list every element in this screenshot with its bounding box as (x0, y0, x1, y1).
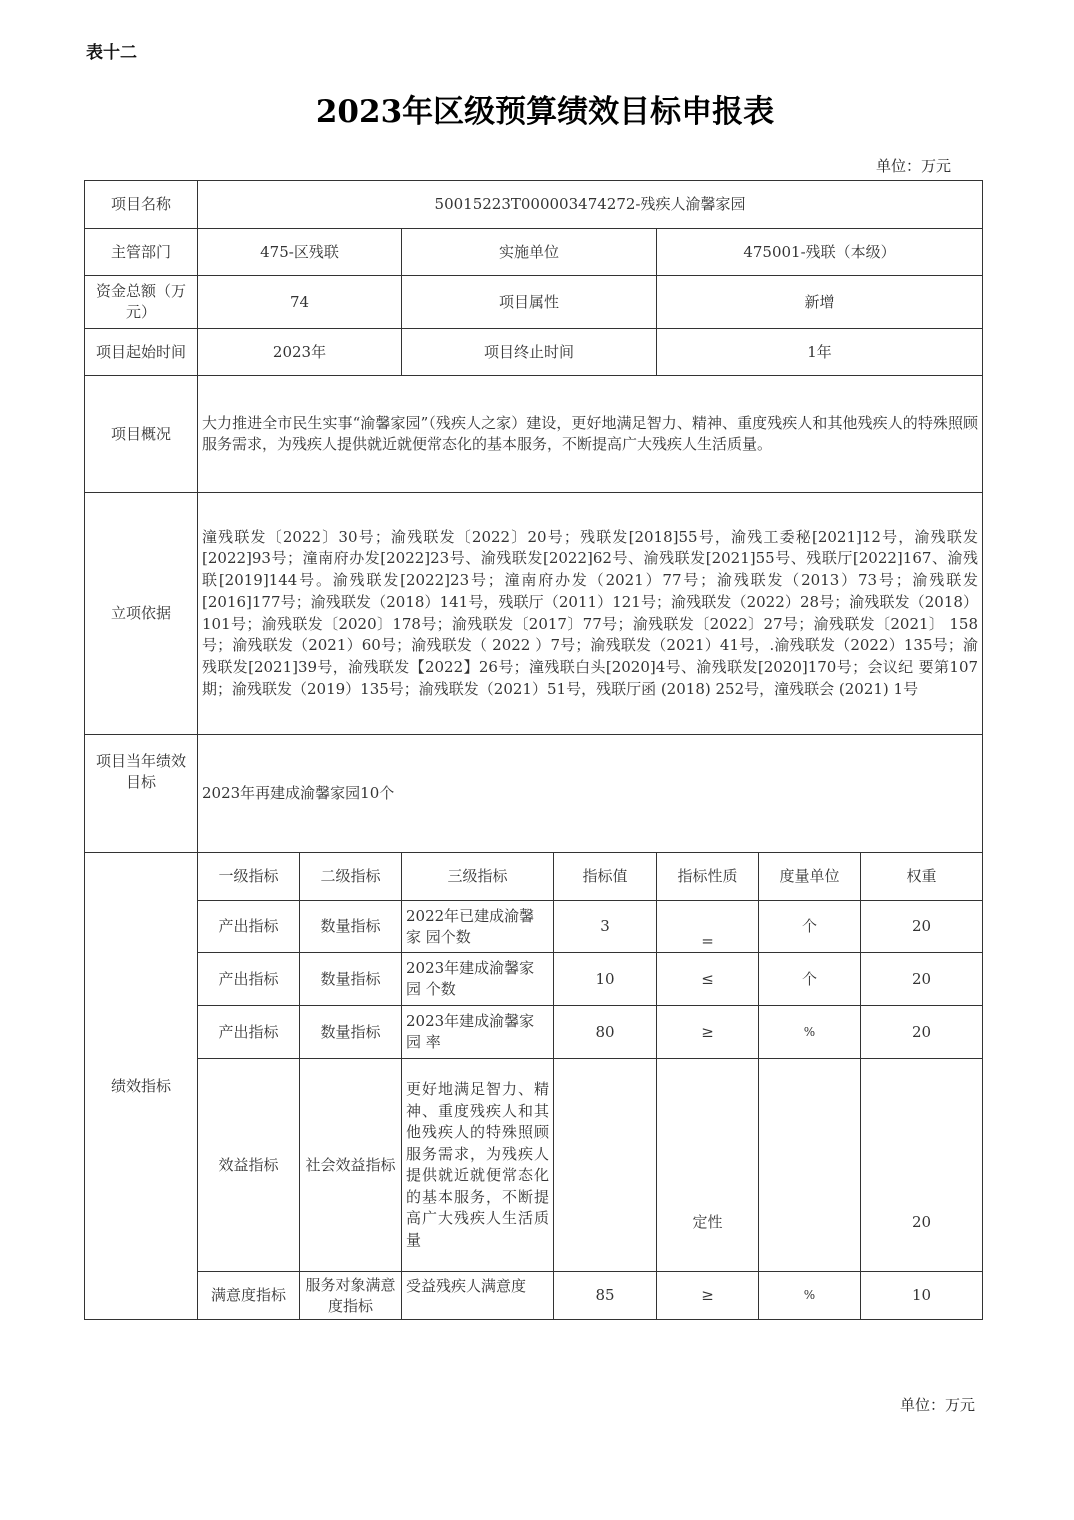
metric-value: 10 (554, 953, 657, 1006)
header-level1: 一级指标 (198, 853, 300, 901)
metric-level3: 受益残疾人满意度 (402, 1272, 554, 1320)
row-project-name (85, 181, 983, 229)
start-time-value: 2023年 (198, 329, 402, 376)
unit-label-bottom: 单位：万元 (900, 1396, 976, 1414)
fund-total-label: 资金总额（万元） (85, 276, 198, 329)
header-level2: 二级指标 (300, 853, 402, 901)
unit-label-top: 单位：万元 (876, 157, 952, 175)
metric-row (85, 1006, 983, 1059)
end-time-label: 项目终止时间 (402, 329, 657, 376)
implementer-label: 实施单位 (402, 229, 657, 276)
metric-level1: 满意度指标 (198, 1272, 300, 1320)
metric-level2: 数量指标 (300, 901, 402, 953)
page-title: 2023年区级预算绩效目标申报表 (315, 94, 775, 130)
metric-level1: 产出指标 (198, 1006, 300, 1059)
metric-unit: 个 (759, 953, 861, 1006)
metric-weight: 10 (861, 1272, 983, 1320)
metric-level3: 2023年建成渝馨家园 个数 (402, 953, 554, 1006)
metric-unit: % (759, 1006, 861, 1059)
metric-level1: 产出指标 (198, 901, 300, 953)
metric-value: 85 (554, 1272, 657, 1320)
metric-unit (759, 1059, 861, 1272)
metric-weight: 20 (861, 1006, 983, 1059)
metric-weight: 20 (861, 1059, 983, 1272)
fund-total-value: 74 (198, 276, 402, 329)
metric-level2: 服务对象满意度指标 (300, 1272, 402, 1320)
basis-label: 立项依据 (85, 493, 198, 735)
overview-label: 项目概况 (85, 376, 198, 493)
row-time (85, 329, 983, 376)
metric-nature: 定性 (657, 1059, 759, 1272)
goal-value: 2023年再建成渝馨家园10个 (198, 735, 983, 853)
metric-weight: 20 (861, 901, 983, 953)
metric-value: 3 (554, 901, 657, 953)
department-label: 主管部门 (85, 229, 198, 276)
project-name-label: 项目名称 (85, 181, 198, 229)
performance-target-table (84, 180, 983, 1320)
row-funds (85, 276, 983, 329)
metric-level1: 产出指标 (198, 953, 300, 1006)
basis-value: 潼残联发〔2022〕30号；渝残联发〔2022〕20号；残联发[2018]55号，渝残工委秘[2021]12号，渝残联发[2022]93号；潼南府办发[2022]23号、渝残联发[2022]62号、渝残联发[2021]55号、残联厅[2022]167、渝残 联[2019]144号。渝残联发[2022]23号；潼南府办发（2021）77号；渝残联发（2013）73号；渝残联发[2016]177号；渝残联发（2018）141号，残联厅（2011）121号；渝残联发（2022）28号；渝残联发（2018）101号；渝残联发〔2020〕178号；渝残联发〔2017〕77号；渝残联发〔2022〕27号；渝残联发〔2021〕 158号；渝残联发（2021）60号；渝残联发（ 2022 ）7号；渝残联发（2021）41号，.渝残联发（2022）135号；渝残联发[2021]39号，渝残联发【2022】26号；潼残联白头[2020]4号、渝残联发[2020]170号；会议纪 要第107期；渝残联发（2019）135号；渝残联发（2021）51号，残联厅函 (2018) 252号，潼残联会 (2021) 1号 (198, 493, 983, 735)
start-time-label: 项目起始时间 (85, 329, 198, 376)
metric-nature: = (657, 901, 759, 953)
metric-row (85, 1272, 983, 1320)
metric-row (85, 901, 983, 953)
row-overview (85, 376, 983, 493)
project-name-value: 50015223T000003474272-残疾人渝馨家园 (198, 181, 983, 229)
metric-level2: 数量指标 (300, 953, 402, 1006)
project-attribute-label: 项目属性 (402, 276, 657, 329)
project-attribute-value: 新增 (657, 276, 983, 329)
metric-row (85, 953, 983, 1006)
metric-level2: 数量指标 (300, 1006, 402, 1059)
metric-unit: 个 (759, 901, 861, 953)
metric-level2: 社会效益指标 (300, 1059, 402, 1272)
performance-section-label: 绩效指标 (85, 853, 198, 1320)
end-time-value: 1年 (657, 329, 983, 376)
header-value: 指标值 (554, 853, 657, 901)
metric-level3: 2023年建成渝馨家园 率 (402, 1006, 554, 1059)
metric-weight: 20 (861, 953, 983, 1006)
metric-nature: ≥ (657, 1272, 759, 1320)
metric-row (85, 1059, 983, 1272)
table-number: 表十二 (86, 43, 137, 63)
metric-nature: ≥ (657, 1006, 759, 1059)
row-department (85, 229, 983, 276)
implementer-value: 475001-残联（本级） (657, 229, 983, 276)
row-goal (85, 735, 983, 853)
metric-unit: % (759, 1272, 861, 1320)
overview-value: 大力推进全市民生实事“渝馨家园”（残疾人之家）建设，更好地满足智力、精神、重度残疾人和其他残疾人的特殊照顾服务需求，为残疾人提供就近就便常态化的基本服务，不断提高广大残疾人生活质量。 (198, 376, 983, 493)
metric-value (554, 1059, 657, 1272)
header-weight: 权重 (861, 853, 983, 901)
metrics-header-row (85, 853, 983, 901)
header-nature: 指标性质 (657, 853, 759, 901)
row-basis (85, 493, 983, 735)
department-value: 475-区残联 (198, 229, 402, 276)
header-unit: 度量单位 (759, 853, 861, 901)
metric-value: 80 (554, 1006, 657, 1059)
goal-label: 项目当年绩效目标 (85, 735, 198, 853)
header-level3: 三级指标 (402, 853, 554, 901)
metric-level1: 效益指标 (198, 1059, 300, 1272)
metric-level3: 更好地满足智力、精神、重度残疾人和其他残疾人的特殊照顾 服务需求，为残疾人 提供就近就便常态化 的基本服务，不断提 高广大残疾人生活质 量 (402, 1059, 554, 1272)
metric-nature: ≤ (657, 953, 759, 1006)
metric-level3: 2022年已建成渝馨家 园个数 (402, 901, 554, 953)
